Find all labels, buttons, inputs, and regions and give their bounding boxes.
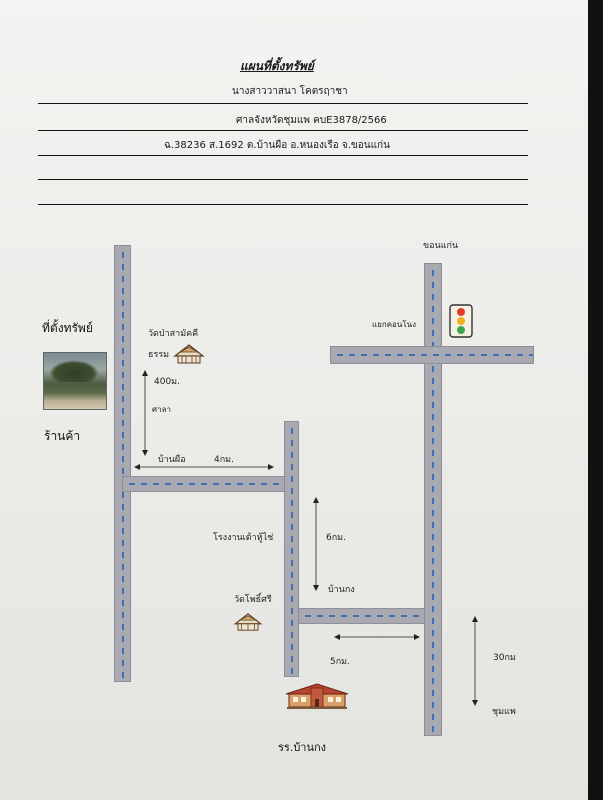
shop-label: ร้านค้า: [44, 429, 81, 443]
header-rule-3: [38, 155, 528, 156]
traffic-light-icon: [449, 304, 473, 338]
owner-name: นางสาววาสนา โคตรฤาชา: [232, 86, 348, 97]
temple-top-label-2: ธรรม: [148, 350, 170, 360]
document-title: แผนที่ตั้งทรัพย์: [240, 59, 314, 73]
property-photo-tree: [49, 360, 99, 382]
road-left-vertical: [114, 245, 131, 682]
intersection-label: แยกคอนโนง: [372, 320, 416, 329]
road-middle-vertical: [284, 421, 299, 677]
distance-4km-arrow: [134, 462, 274, 472]
header-rule-5: [38, 204, 528, 205]
chum-phae-label: ชุมแพ: [492, 707, 516, 717]
distance-30km: 30กม: [493, 653, 516, 663]
distance-5km: 5กม.: [330, 657, 350, 667]
temple-icon: [172, 343, 206, 365]
sala-label: ศาลา: [152, 405, 171, 414]
temple-bottom-icon: [232, 612, 264, 632]
distance-400: 400ม.: [154, 377, 180, 387]
ban-phue-label: บ้านผือ: [158, 455, 186, 465]
header-rule-2: [38, 130, 528, 131]
screen-edge: [588, 0, 603, 800]
school-icon: [284, 682, 350, 710]
road-crossing-horizontal: [330, 346, 534, 364]
distance-30km-arrow: [470, 616, 480, 706]
temple-top-label-1: วัดป่าสามัคคี: [148, 329, 199, 339]
distance-4km: 4กม.: [214, 455, 234, 465]
court-case: ศาลจังหวัดชุมแพ คบE3878/2566: [236, 115, 387, 126]
khon-kaen-label: ขอนแก่น: [423, 241, 459, 251]
road-main-highway: [424, 263, 442, 736]
distance-6km: 6กม.: [326, 533, 346, 543]
distance-5km-arrow: [334, 632, 420, 642]
distance-400-arrow: [140, 370, 150, 456]
temple-bottom-label: วัดโพธิ์ศรี: [234, 595, 272, 605]
factory-label: โรงงานเต้าหู้ไช่: [213, 533, 274, 543]
ban-nong-label: บ้านกง: [328, 585, 355, 595]
header-rule-4: [38, 179, 528, 180]
header-rule-1: [38, 103, 528, 104]
school-label: รร.บ้านกง: [278, 741, 327, 754]
distance-6km-arrow: [311, 497, 321, 591]
road-ban-nong-horizontal: [298, 608, 438, 624]
deed-info: ฉ.38236 ส.1692 ต.บ้านผือ อ.หนองเรือ จ.ขอนแก่น: [164, 140, 390, 151]
road-ban-phue-horizontal: [122, 476, 297, 492]
property-label: ที่ตั้งทรัพย์: [42, 321, 93, 335]
